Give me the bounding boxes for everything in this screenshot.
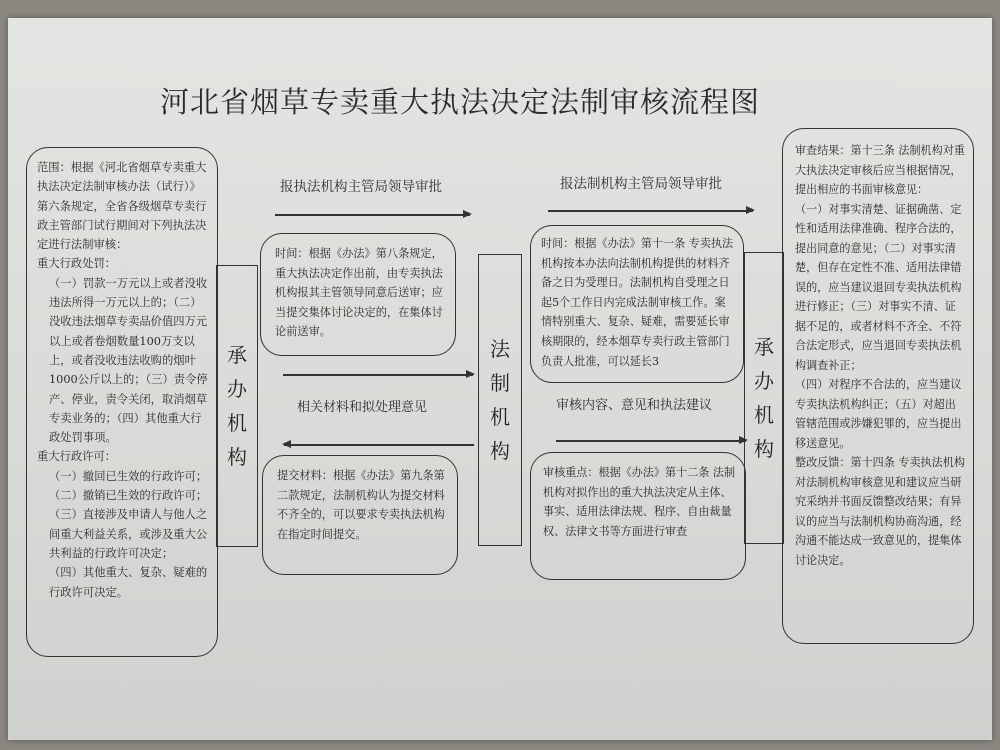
result-items-1: （一）对事实清楚、证据确凿、定性和适用法律准确、程序合法的，提出同意的意见；（二）对事实清楚，但存在定性不准、适用法律错误的，应当建议退回专卖执法机构进行修正；（三）对事实不清、证据不足的，或者材料不齐全、不符合法定形式，应当退回专卖执法机构调查补正；: [795, 202, 962, 372]
scope-box: [26, 147, 218, 657]
time-text-1: 时间：根据《办法》第八条规定，重大执法决定作出前，由专卖执法机构报其主管领导同意后送审；应当提交集体讨论决定的，在集体讨论前送审。: [275, 247, 443, 338]
submit-text: 提交材料：根据《办法》第九条第二款规定，法制机构认为提交材料不齐全的，可以要求专卖执法机构在指定时间提交。: [277, 469, 445, 541]
focus-text: 审核重点：根据《办法》第十二条 法制机构对拟作出的重大执法决定从主体、事实、适用法律法规、程序、自由裁量权、法律文书等方面进行审查: [543, 466, 736, 538]
chengban-left-box: [216, 265, 258, 547]
scope-heading-penalty: 重大行政处罚：: [37, 257, 117, 271]
scope-permit-item-2: （二）撤销已生效的行政许可；: [49, 489, 208, 503]
result-feedback: 整改反馈：第十四条 专卖执法机构对法制机构审核意见和建议应当研究采纳并书面反馈整改结果；有异议的应当与法制机构协商沟通，经沟通不能达成一致意见的，提集体讨论决定。: [795, 456, 965, 567]
scope-heading-permit: 重大行政许可：: [37, 450, 117, 464]
chengban-right-box: [744, 252, 784, 544]
chengban-left-char: 承: [227, 343, 247, 367]
fazhi-box: [478, 254, 522, 546]
scope-permit-item-4: （四）其他重大、复杂、疑难的行政许可决定。: [49, 566, 208, 599]
review-arrow: [556, 440, 746, 442]
fazhi-char: 机: [490, 405, 510, 429]
time-box-2: [530, 225, 744, 383]
fazhi-char: 构: [490, 439, 510, 463]
review-content-label: 审核内容、意见和执法建议: [556, 398, 713, 413]
chengban-left-char: 机: [227, 411, 247, 435]
report-exec-label: 报执法机构主管局领导审批: [280, 179, 442, 195]
report-legal-label: 报法制机构主管局领导审批: [560, 176, 722, 192]
chengban-left-char: 办: [227, 377, 247, 401]
chengban-left-char: 构: [227, 445, 247, 469]
fazhi-char: 制: [490, 371, 510, 395]
chengban-right-char: 构: [754, 437, 774, 461]
fazhi-char: 法: [490, 337, 510, 361]
time-text-2: 时间：根据《办法》第十一条 专卖执法机构按本办法向法制机构提供的材料齐备之日为受理日。法制机构自受理之日起5个工作日内完成法制审核工作。案情特别重大、复杂、疑难，需要延长审核期限的，经本烟草专卖行政主管部门负责人批准，可以延长3: [541, 237, 734, 368]
result-intro: 审查结果：第十三条 法制机构对重大执法决定审核后应当根据情况，提出相应的书面审核意见：: [795, 144, 965, 196]
return-arrow: [284, 444, 474, 446]
scope-intro: 范围：根据《河北省烟草专卖重大执法决定法制审核办法（试行）》第六条规定，全省各级烟草专卖行政主管部门试行期间对下列执法决定进行法制审核：: [37, 161, 207, 252]
submit-box: [262, 455, 458, 575]
materials-label: 相关材料和拟处理意见: [297, 400, 428, 415]
report-legal-arrow: [548, 210, 753, 212]
chengban-right-char: 机: [754, 403, 774, 427]
materials-arrow: [283, 374, 473, 376]
result-items-2: （四）对程序不合法的，应当建议专卖执法机构纠正；（五）对超出管辖范围或涉嫌犯罪的，应当提出移送意见。: [795, 378, 962, 450]
chengban-right-char: 办: [754, 369, 774, 393]
scope-penalty-items: （一）罚款一万元以上或者没收违法所得一万元以上的；（二）没收违法烟草专卖品价值四万元以上或者卷烟数量100万支以上，或者没收违法收购的烟叶1000公斤以上的；（三）责令停产、停业，责令关闭，取消烟草专卖业务的；（四）其他重大行政处罚事项。: [49, 276, 208, 445]
scope-permit-item-1: （一）撤回已生效的行政许可；: [49, 469, 208, 483]
report-exec-arrow: [275, 214, 470, 216]
scope-permit-item-3: （三）直接涉及申请人与他人之间重大利益关系，或涉及重大公共利益的行政许可决定；: [49, 508, 208, 560]
chengban-right-char: 承: [754, 335, 774, 359]
time-box-1: [260, 233, 456, 356]
result-box: [782, 128, 974, 644]
page-title: 河北省烟草专卖重大执法决定法制审核流程图: [159, 85, 760, 119]
focus-box: [530, 452, 746, 580]
